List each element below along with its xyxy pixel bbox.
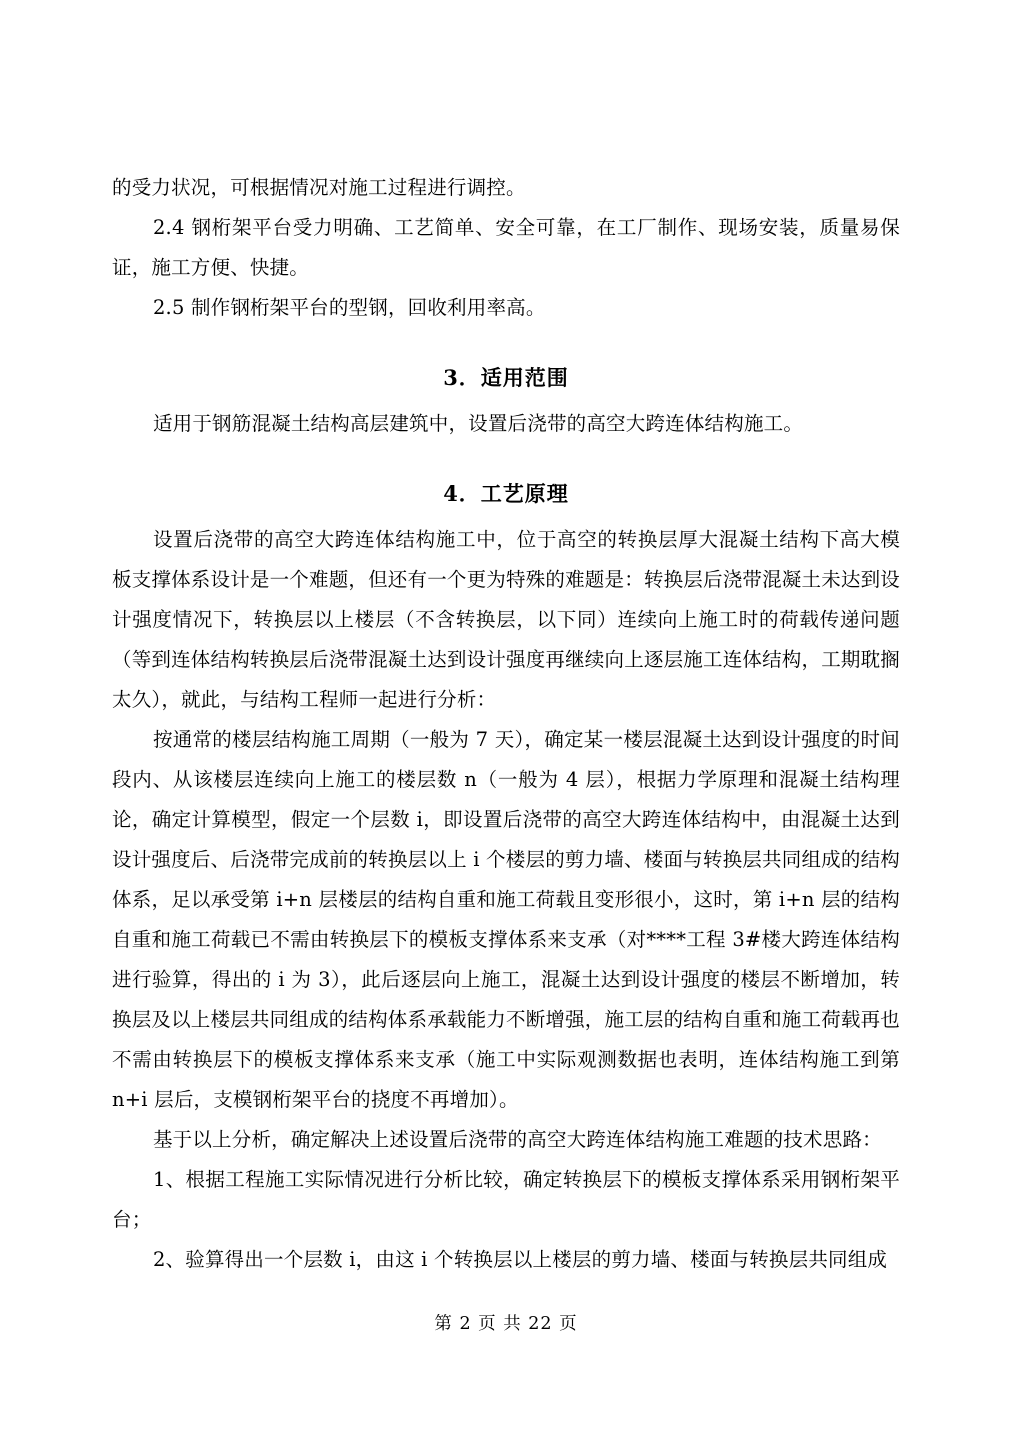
paragraph: 适用于钢筋混凝土结构高层建筑中，设置后浇带的高空大跨连体结构施工。	[152, 412, 804, 435]
document-body	[112, 168, 900, 1280]
paragraph: 的受力状况，可根据情况对施工过程进行调控。	[112, 176, 526, 199]
paragraph: 2.5 制作钢桁架平台的型钢，回收利用率高。	[152, 296, 546, 319]
paragraph: 基于以上分析，确定解决上述设置后浇带的高空大跨连体结构施工难题的技术思路：	[152, 1128, 882, 1151]
paragraph: 设置后浇带的高空大跨连体结构施工中，位于高空的转换层厚大混凝土结构下高大模板支撑体系设计是一个难题，但还有一个更为特殊的难题是：转换层后浇带混凝土未达到设计强度情况下，转换层以上楼层（不含转换层，以下同）连续向上施工时的荷载传递问题（等到连体结构转换层后浇带混凝土达到设计强度再继续向上逐层施工连体结构，工期耽搁太久），就此，与结构工程师一起进行分析：	[112, 528, 901, 711]
section-heading-3: 3．适用范围	[443, 365, 569, 390]
page-footer: 第 2 页 共 22 页	[434, 1314, 578, 1334]
paragraph: 按通常的楼层结构施工周期（一般为 7 天），确定某一楼层混凝土达到设计强度的时间段内、从该楼层连续向上施工的楼层数 n（一般为 4 层），根据力学原理和混凝土结构理论，确定计算模型，假定一个层数 i，即设置后浇带的高空大跨连体结构中，由混凝土达到设计强度后、后浇带完成前的转换层以上 i 个楼层的剪力墙、楼面与转换层共同组成的结构体系，足以承受第 i+n 层楼层的结构自重和施工荷载且变形很小，这时，第 i+n 层的结构自重和施工荷载已不需由转换层下的模板支撑体系来支承（对****工程 3#楼大跨连体结构进行验算，得出的 i 为 3），此后逐层向上施工，混凝土达到设计强度的楼层不断增加，转换层及以上楼层共同组成的结构体系承载能力不断增强，施工层的结构自重和施工荷载再也不需由转换层下的模板支撑体系来支承（施工中实际观测数据也表明，连体结构施工到第 n+i 层后，支模钢桁架平台的挠度不再增加）。	[112, 728, 901, 1111]
section-heading-4: 4．工艺原理	[443, 481, 569, 506]
paragraph: 2.4 钢桁架平台受力明确、工艺简单、安全可靠，在工厂制作、现场安装，质量易保证，施工方便、快捷。	[112, 216, 900, 279]
paragraph: 1、根据工程施工实际情况进行分析比较，确定转换层下的模板支撑体系采用钢桁架平台；	[112, 1168, 900, 1231]
paragraph: 2、验算得出一个层数 i，由这 i 个转换层以上楼层的剪力墙、楼面与转换层共同组成	[152, 1248, 888, 1271]
